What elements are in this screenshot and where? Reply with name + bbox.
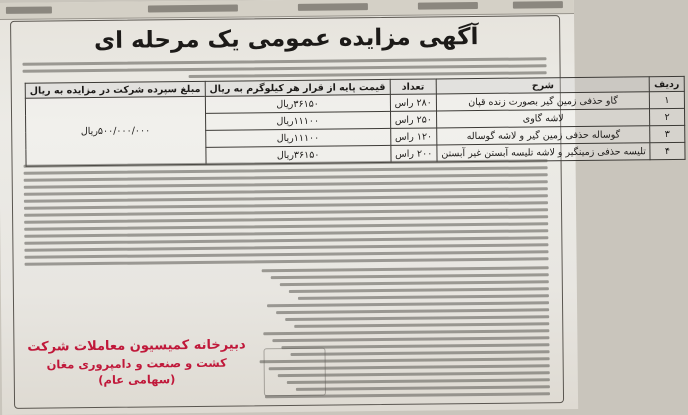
- header-base-price: قیمت پایه از قرار هر کیلوگرم به ریال: [205, 79, 390, 96]
- row-base-price: ۱۱۱۰۰ریال: [205, 111, 390, 130]
- issuer-signature: [21, 336, 252, 388]
- row-number: ۴: [650, 142, 684, 159]
- row-number: ۲: [650, 108, 684, 125]
- row-description: تلیسه حذفی زمینگیر و لاشه تلیسه آبستن غیر آبستن: [437, 143, 651, 162]
- issuer-line-2: کشت و صنعت و دامپروری مغان (سهامی عام): [46, 355, 227, 387]
- auction-items-table: [25, 76, 685, 167]
- issuer-line-1: دبیرخانه کمیسیون معاملات شرکت: [27, 337, 246, 355]
- deposit-amount: ۵۰۰/۰۰۰/۰۰۰ریال: [25, 96, 205, 166]
- row-base-price: ۳۶۱۵۰ریال: [205, 94, 390, 113]
- header-row-number: ردیف: [650, 76, 684, 91]
- row-description: گاو حذفی زمین گیر بصورت زنده قپان: [436, 92, 650, 111]
- masthead-text-block: [148, 5, 238, 13]
- masthead-text-block: [418, 2, 478, 10]
- masthead-text-block: [6, 6, 52, 13]
- row-quantity: ۲۰۰ راس: [391, 145, 437, 162]
- notice-title: آگهی مزایده عمومی یک مرحله ای: [93, 23, 479, 55]
- row-number: ۳: [650, 125, 684, 142]
- row-quantity: ۲۸۰ راس: [390, 94, 436, 111]
- header-deposit: مبلغ سپرده شرکت در مزایده به ریال: [25, 81, 205, 98]
- row-quantity: ۲۵۰ راس: [390, 111, 436, 128]
- row-quantity: ۱۲۰ راس: [390, 128, 436, 145]
- masthead-text-block: [513, 1, 563, 9]
- header-quantity: تعداد: [390, 79, 436, 94]
- header-description: شرح: [436, 77, 650, 94]
- row-base-price: ۳۶۱۵۰ریال: [206, 145, 391, 164]
- row-description: لاشه گاوی: [436, 109, 650, 128]
- row-base-price: ۱۱۱۰۰ریال: [205, 128, 390, 147]
- row-number: ۱: [650, 91, 684, 108]
- row-description: گوساله حذفی زمین گیر و لاشه گوساله: [437, 126, 651, 145]
- masthead-text-block: [298, 3, 368, 11]
